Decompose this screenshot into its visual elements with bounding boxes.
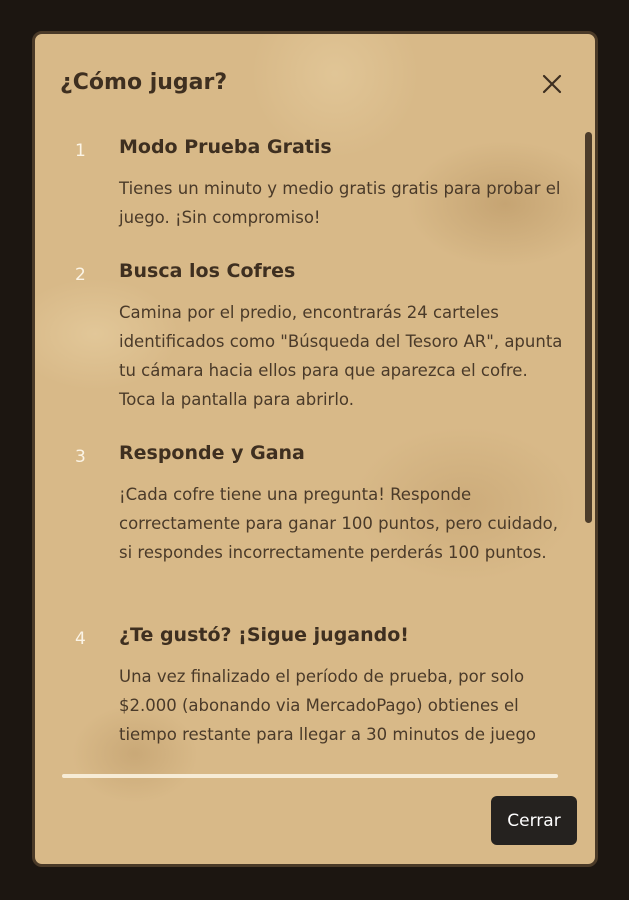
step-title: Modo Prueba Gratis	[119, 136, 332, 158]
step-title: ¿Te gustó? ¡Sigue jugando!	[119, 624, 409, 646]
dialog-title: ¿Cómo jugar?	[60, 70, 228, 95]
step-number: 1	[75, 141, 86, 161]
step-number: 3	[75, 447, 86, 467]
step-title: Responde y Gana	[119, 442, 305, 464]
step-description: ¡Cada cofre tiene una pregunta! Responde correctamente para ganar 100 puntos, pero cuidado, si respondes incorrectamente perderás 100 puntos.	[119, 485, 559, 562]
step-description: Una vez finalizado el período de prueba, por solo $2.000 (abonando via MercadoPago) obtienes el tiempo restante para llegar a 30 minutos de juego	[119, 667, 537, 744]
footer-divider	[62, 774, 558, 778]
instructions-scroll-area[interactable]	[35, 124, 595, 776]
step-number: 2	[75, 265, 86, 285]
close-icon	[540, 72, 564, 96]
close-button[interactable]	[540, 72, 564, 96]
step-title: Busca los Cofres	[119, 260, 296, 282]
step-description: Camina por el predio, encontrarás 24 carteles identificados como "Búsqueda del Tesoro AR", apunta tu cámara hacia ellos para que aparezca el cofre. Toca la pantalla para abrirlo.	[119, 303, 563, 409]
step-description: Tienes un minuto y medio gratis gratis para probar el juego. ¡Sin compromiso!	[119, 179, 561, 227]
step-number: 4	[75, 629, 86, 649]
how-to-play-dialog	[32, 31, 598, 867]
scrollbar-thumb[interactable]	[585, 132, 592, 523]
close-dialog-button[interactable]: Cerrar	[491, 796, 577, 845]
